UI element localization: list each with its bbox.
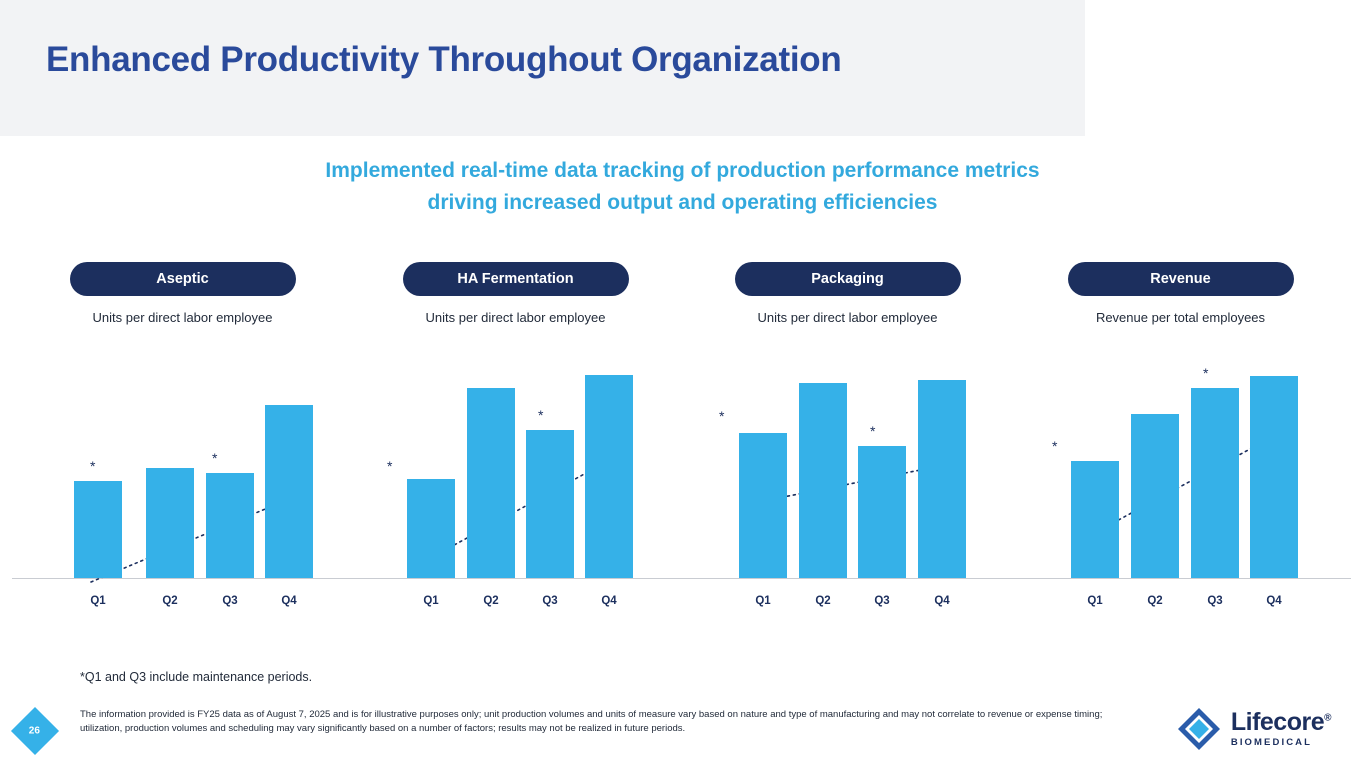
logo-name: Lifecore® [1230, 708, 1331, 737]
disclaimer-text: The information provided is FY25 data as of August 7, 2025 and is for illustrative purposes only; unit production volumes and units of measure vary based on nature and type of manufacturing and may not correlate to revenue or expense timing; utilization, production volumes and scheduling may vary significantly based on a number of factors; results may not be realized in future periods. [80, 709, 1103, 734]
bar-q2 [467, 388, 515, 578]
panel-subtitle: Units per direct labor employee [757, 310, 938, 325]
bar-group [16, 368, 349, 607]
chart-panel-revenue [1014, 262, 1347, 617]
annotation-star-q1: * [1052, 438, 1058, 454]
bar-label-q4: Q4 [601, 595, 617, 607]
page-number: 26 [29, 725, 41, 737]
panel-title-pill: Revenue [1068, 262, 1294, 296]
panel-title-pill: Packaging [735, 262, 961, 296]
bar-label-q4: Q4 [934, 595, 950, 607]
chart-panel-aseptic [16, 262, 349, 617]
bar-group [1014, 365, 1347, 607]
x-axis [12, 578, 353, 579]
bar-q2 [1131, 414, 1179, 578]
plot-area [16, 347, 349, 617]
bar-q1 [739, 433, 787, 578]
plot-area [1014, 347, 1347, 617]
annotation-star-q3: * [538, 407, 544, 423]
panel-subtitle: Units per direct labor employee [425, 310, 606, 325]
annotation-star-q1: * [90, 458, 96, 474]
bar-q1 [74, 481, 122, 578]
chart-panels [0, 262, 1365, 652]
bar-label-q1: Q1 [1087, 595, 1103, 607]
bar-label-q2: Q2 [162, 595, 178, 607]
chart-panel-packaging [681, 262, 1014, 617]
page-number-badge [11, 707, 59, 755]
panel-subtitle: Units per direct labor employee [92, 310, 273, 325]
bar-label-q1: Q1 [90, 595, 106, 607]
x-axis [677, 578, 1018, 579]
footnote: *Q1 and Q3 include maintenance periods. [80, 670, 313, 684]
slide-subtitle [0, 155, 1365, 219]
bar-q4 [918, 380, 966, 578]
bar-label-q2: Q2 [483, 595, 499, 607]
bar-label-q3: Q3 [222, 595, 238, 607]
diamond-logo-icon [1176, 706, 1222, 752]
registered-mark: ® [1324, 712, 1331, 724]
bar-group [681, 368, 1014, 607]
logo-tagline: BIOMEDICAL [1230, 737, 1313, 749]
bar-q2 [146, 468, 194, 578]
annotation-star-q1: * [387, 458, 393, 474]
plot-area [681, 347, 1014, 617]
bar-group [349, 368, 682, 607]
plot-area [349, 347, 682, 617]
subtitle-line-2: driving increased output and operating efficiencies [427, 191, 938, 214]
bar-q1 [407, 479, 455, 578]
bar-label-q3: Q3 [874, 595, 890, 607]
bar-label-q2: Q2 [815, 595, 831, 607]
panel-subtitle: Revenue per total employees [1095, 310, 1266, 325]
bar-label-q1: Q1 [423, 595, 439, 607]
bar-label-q3: Q3 [1207, 595, 1223, 607]
panel-title-pill: HA Fermentation [403, 262, 629, 296]
bar-label-q3: Q3 [542, 595, 558, 607]
panel-title-pill: Aseptic [70, 262, 296, 296]
x-axis [1010, 578, 1351, 579]
x-axis [345, 578, 686, 579]
bar-label-q4: Q4 [281, 595, 297, 607]
company-logo [1176, 706, 1331, 752]
annotation-star-q3: * [212, 450, 218, 466]
page-title: Enhanced Productivity Throughout Organization [46, 40, 842, 79]
bar-q1 [1071, 461, 1119, 578]
bar-label-q4: Q4 [1266, 595, 1282, 607]
bar-q4 [1250, 376, 1298, 578]
bar-label-q1: Q1 [755, 595, 771, 607]
bar-q3 [858, 446, 906, 578]
bar-q2 [799, 383, 847, 578]
annotation-star-q3: * [1203, 365, 1209, 381]
annotation-star-q3: * [870, 423, 876, 439]
chart-panel-ha-fermentation [349, 262, 682, 617]
bar-q4 [585, 375, 633, 578]
bar-label-q2: Q2 [1147, 595, 1163, 607]
annotation-star-q1: * [719, 408, 725, 424]
bar-q3 [206, 473, 254, 578]
bar-q3 [526, 430, 574, 578]
subtitle-line-1: Implemented real-time data tracking of production performance metrics [325, 159, 1040, 182]
bar-q4 [265, 405, 313, 578]
bar-q3 [1191, 388, 1239, 578]
logo-wordmark [1231, 710, 1331, 748]
